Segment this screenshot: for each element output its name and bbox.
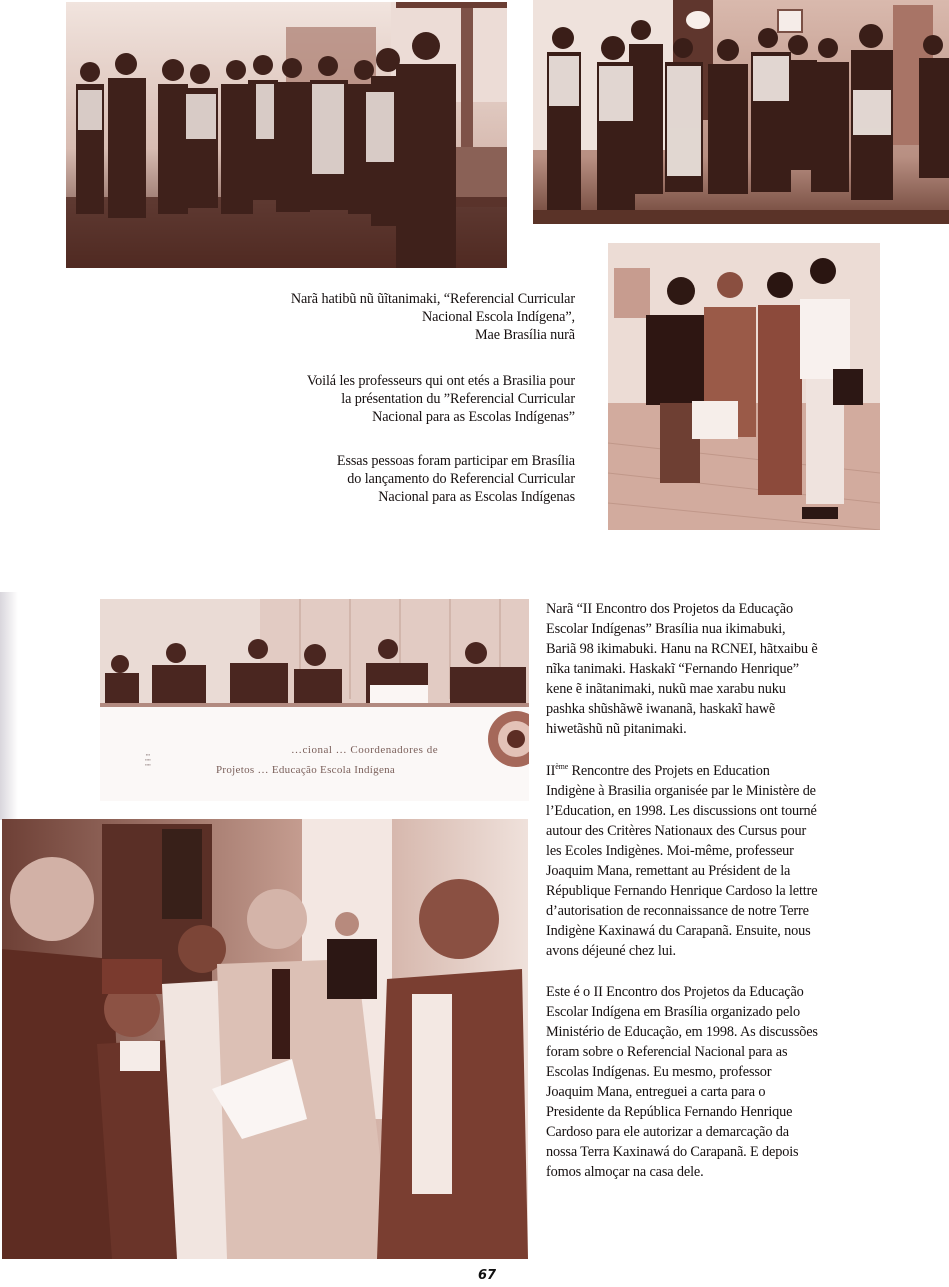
paragraph-line: foram sobre o Referencial Nacional para as xyxy=(546,1044,788,1060)
banner-logo: ▪▪▪ ▪▪▪▪ ▪▪▪▪ xyxy=(145,752,151,767)
caption-line: Mae Brasília nurã xyxy=(475,327,575,343)
paragraph-line: Joaquim Mana, remettant au Président de la xyxy=(546,863,791,879)
paragraph-line: kene ẽ inãtanimaki, nukũ mae xarabu nuku xyxy=(546,681,786,697)
paragraph-line: autour des Critères Nationaux des Cursus pour xyxy=(546,823,807,839)
banner-text-line2: Projetos … Educação Escola Indígena xyxy=(216,764,396,776)
paragraph-line: avons déjeuné chez lui. xyxy=(546,943,676,959)
caption-line: Narã hatibũ nũ ũĩtanimaki, “Referencial Curricular xyxy=(290,291,575,307)
paragraph-line: Indigène Kaxinawá du Carapanã. Ensuite, nous xyxy=(546,923,811,939)
ordinal-suffix: ème xyxy=(555,762,569,772)
paragraph-line: Escolar Indígena em Brasília organizado pelo xyxy=(546,1004,800,1020)
caption-line: Essas pessoas foram participar em Brasília xyxy=(336,453,575,469)
paragraph-line: pashka shũshãwẽ iwananã, haskakĩ hawẽ xyxy=(546,701,776,717)
paragraph-line: l’Education, en 1998. Les discussions ont tourné xyxy=(546,803,817,819)
ordinal: II xyxy=(546,763,556,779)
photo-four-people xyxy=(608,243,880,530)
paragraph-line: Ministério de Educação, em 1998. As discussões xyxy=(546,1024,818,1040)
paragraph-line: Escolar Indígenas” Brasília nua ikimabuki, xyxy=(546,621,786,637)
paragraph-french xyxy=(546,761,886,961)
paragraph-line: Cardoso para ele autorizar a demarcação da xyxy=(546,1124,789,1140)
paragraph-line: nĩka tanimaki. Haskakĩ “Fernando Henrique” xyxy=(546,661,799,677)
caption-french xyxy=(238,372,575,426)
paragraph-line: Indigène à Brasilia organisée par le Ministère de xyxy=(546,783,816,799)
paragraph-line: Bariã 98 ikimabuki. Hanu na RCNEI, hãtxaibu ẽ xyxy=(546,641,818,657)
paragraph-line xyxy=(546,761,886,781)
page-edge-shadow xyxy=(0,592,18,820)
caption-kaxinawa xyxy=(238,290,575,344)
paragraph-line: Escolas Indígenas. Eu mesmo, professor xyxy=(546,1064,772,1080)
caption-line: Voilá les professeurs qui ont etés a Brasilia pour xyxy=(306,373,575,389)
paragraph-kaxinawa xyxy=(546,599,886,739)
paragraph-line: Presidente da República Fernando Henrique xyxy=(546,1104,793,1120)
first-line-rest: Rencontre des Projets en Education xyxy=(568,763,770,779)
caption-line: Nacional para as Escolas Indígenas xyxy=(378,489,575,505)
paragraph-line: fomos almoçar na casa dele. xyxy=(546,1164,704,1180)
page-number: 67 xyxy=(478,1268,497,1283)
caption-line: la présentation du ”Referencial Curricular xyxy=(341,391,575,407)
paragraph-portuguese xyxy=(546,982,886,1182)
paragraph-line: République Fernando Henrique Cardoso la lettre xyxy=(546,883,818,899)
photo-president-meeting xyxy=(2,819,528,1259)
caption-portuguese xyxy=(238,452,575,506)
caption-line: Nacional para as Escolas Indígenas” xyxy=(372,409,575,425)
paragraph-line: d’autorisation de reconnaissance de notre Terre xyxy=(546,903,809,919)
paragraph-line: Joaquim Mana, entreguei a carta para o xyxy=(546,1084,766,1100)
caption-line: Nacional Escola Indígena”, xyxy=(422,309,575,325)
photo-group-hall xyxy=(66,2,507,268)
paragraph-line: Este é o II Encontro dos Projetos da Educação xyxy=(546,984,804,1000)
paragraph-line: Narã “II Encontro dos Projetos da Educação xyxy=(546,601,793,617)
caption-line: do lançamento do Referencial Curricular xyxy=(347,471,575,487)
banner-text-line1: …cional … Coordenadores de xyxy=(291,744,439,756)
paragraph-line: nossa Terra Kaxinawá do Carapanã. E depois xyxy=(546,1144,799,1160)
paragraph-line: les Ecoles Indigènes. Moi-même, professeur xyxy=(546,843,794,859)
paragraph-line: hiwetãshũ nũ pitanimaki. xyxy=(546,721,687,737)
photo-group-indoor xyxy=(533,0,949,224)
